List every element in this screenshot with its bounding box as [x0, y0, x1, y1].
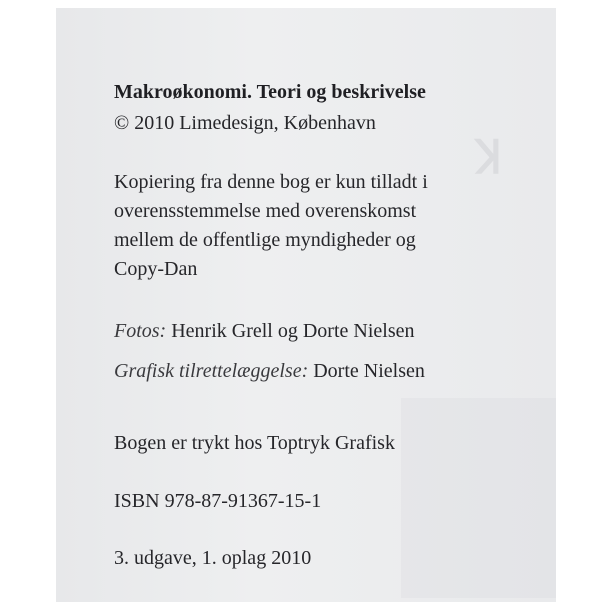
notice-line: mellem de offentlige myndigheder og [114, 229, 416, 251]
show-through-block [401, 398, 556, 598]
edition-line: 3. udgave, 1. oplag 2010 [114, 547, 312, 569]
graphic-design-credit [114, 360, 425, 383]
photos-label: Fotos: [114, 320, 167, 342]
show-through-title: ꓘ [476, 132, 503, 183]
notice-line: Kopiering fra denne bog er kun tilladt i [114, 171, 428, 193]
book-page [56, 8, 556, 602]
graphic-value: Dorte Nielsen [308, 360, 425, 382]
copyright-line: © 2010 Limedesign, København [114, 112, 376, 134]
book-title: Makroøkonomi. Teori og beskrivelse [114, 81, 426, 103]
graphic-label: Grafisk tilrettelæggelse: [114, 360, 309, 382]
photos-credit [114, 320, 414, 343]
printer-line: Bogen er trykt hos Toptryk Grafisk [114, 432, 395, 454]
notice-line: overensstemmelse med overenskomst [114, 200, 417, 222]
isbn-line: ISBN 978-87-91367-15-1 [114, 490, 322, 512]
photos-value: Henrik Grell og Dorte Nielsen [166, 320, 415, 342]
copying-notice [114, 168, 428, 284]
notice-line: Copy-Dan [114, 258, 198, 280]
